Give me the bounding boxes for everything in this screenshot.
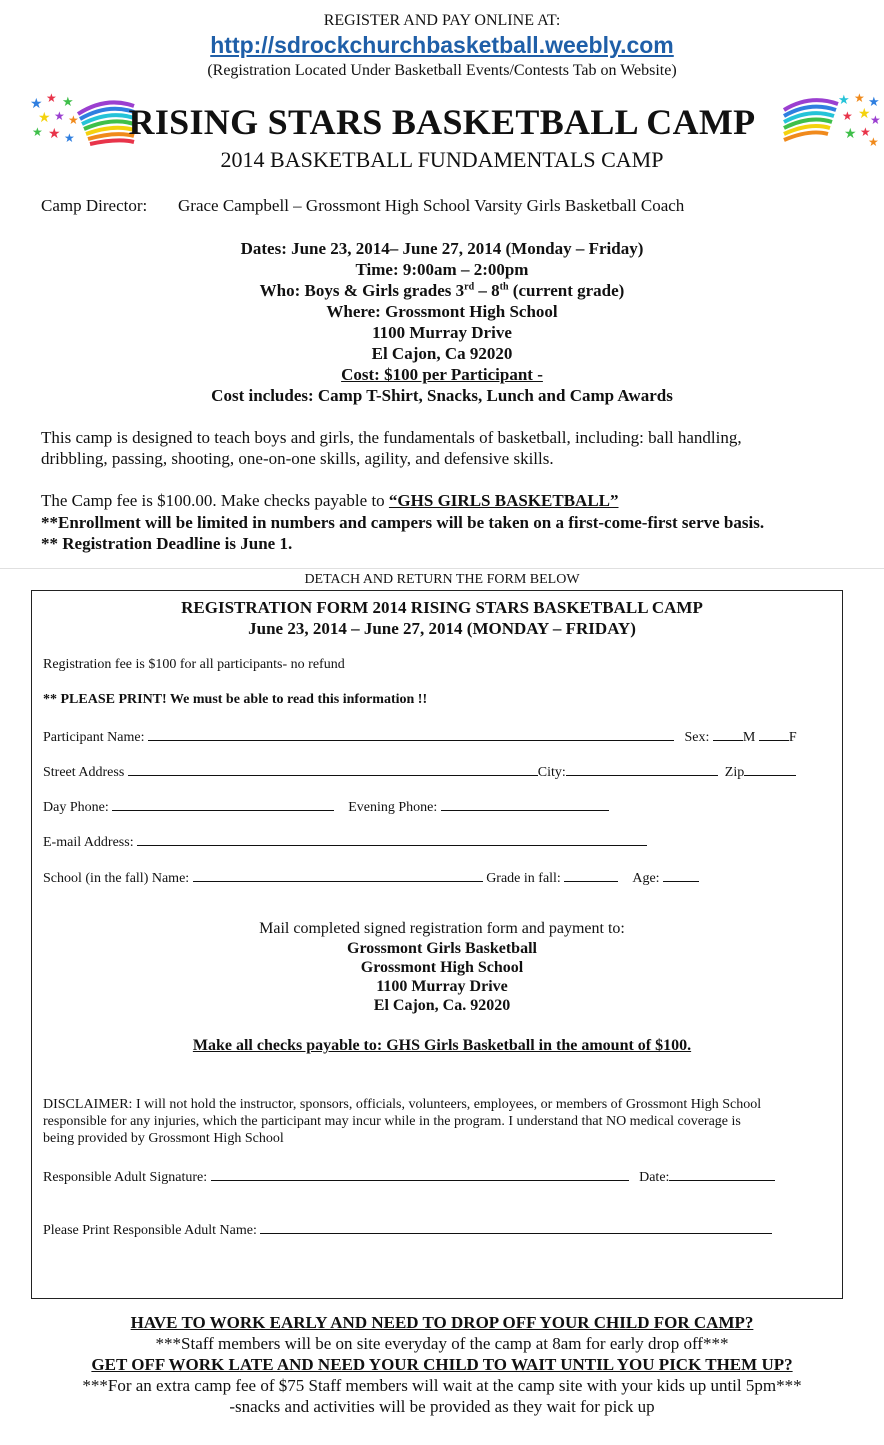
svg-text:★: ★ (868, 135, 879, 149)
svg-text:★: ★ (868, 94, 880, 109)
camp-cost: Cost: $100 per Participant - (341, 365, 543, 384)
page-subtitle: 2014 BASKETBALL FUNDAMENTALS CAMP (220, 147, 664, 172)
director-value: Grace Campbell – Grossmont High School Varsity Girls Basketball Coach (178, 196, 685, 215)
svg-text:★: ★ (860, 125, 871, 139)
participant-name-field[interactable] (148, 727, 674, 741)
mail-city: El Cajon, Ca. 92020 (373, 997, 511, 1014)
location-note: (Registration Located Under Basketball Events/Contests Tab on Website) (207, 62, 677, 79)
mail-school: Grossmont High School (360, 959, 524, 976)
svg-text:★: ★ (32, 125, 43, 139)
participant-row: Participant Name: Sex: M F (43, 727, 797, 746)
svg-text:★: ★ (858, 107, 871, 122)
form-title: REGISTRATION FORM 2014 RISING STARS BASKETBALL CAMP (181, 598, 703, 617)
sex-m-field[interactable] (713, 727, 743, 741)
svg-text:★: ★ (46, 92, 57, 105)
svg-text:★: ★ (64, 131, 75, 145)
disclaimer-line-2: responsible for any injuries, which the participant may incur while in the program. I understand that NO medical coverage is (43, 1114, 741, 1129)
website-link[interactable]: http://sdrockchurchbasketball.weebly.com (210, 32, 674, 58)
camp-time: Time: 9:00am – 2:00pm (355, 260, 529, 279)
print-name-field[interactable] (260, 1220, 772, 1234)
svg-text:★: ★ (54, 109, 65, 123)
svg-text:★: ★ (870, 113, 881, 127)
divider (0, 568, 884, 569)
camp-address-street: 1100 Murray Drive (372, 323, 512, 342)
detach-note: DETACH AND RETURN THE FORM BELOW (304, 572, 580, 587)
svg-text:★: ★ (48, 127, 61, 142)
print-name-row: Please Print Responsible Adult Name: (43, 1220, 772, 1239)
mail-name: Grossmont Girls Basketball (347, 940, 537, 957)
late-text: ***For an extra camp fee of $75 Staff members will wait at the camp site with your kids up until 5pm*** (82, 1376, 802, 1395)
email-field[interactable] (137, 832, 647, 846)
fee-line: The Camp fee is $100.00. Make checks payable to “GHS GIRLS BASKETBALL” (41, 491, 619, 510)
day-phone-field[interactable] (112, 797, 334, 811)
date-field[interactable] (669, 1167, 775, 1181)
svg-text:★: ★ (62, 94, 74, 109)
email-row: E-mail Address: (43, 832, 647, 851)
print-note: ** PLEASE PRINT! We must be able to read this information !! (43, 692, 428, 707)
payee-name: “GHS GIRLS BASKETBALL” (388, 491, 619, 510)
early-heading: HAVE TO WORK EARLY AND NEED TO DROP OFF YOUR CHILD FOR CAMP? (130, 1313, 754, 1332)
director-label: Camp Director: (41, 196, 148, 215)
grade-field[interactable] (564, 868, 618, 882)
deadline-note: ** Registration Deadline is June 1. (41, 534, 293, 553)
street-address-field[interactable] (128, 762, 538, 776)
checks-note: Make all checks payable to: GHS Girls Basketball in the amount of $100. (192, 1037, 692, 1054)
svg-text:★: ★ (68, 113, 79, 127)
camp-address-city: El Cajon, Ca 92020 (371, 344, 513, 363)
svg-text:★: ★ (30, 97, 43, 112)
phone-row: Day Phone: Evening Phone: (43, 797, 609, 816)
camp-dates: Dates: June 23, 2014– June 27, 2014 (Monday – Friday) (240, 239, 644, 258)
svg-text:★: ★ (842, 109, 853, 123)
svg-text:★: ★ (838, 92, 850, 107)
page-title: RISING STARS BASKETBALL CAMP (128, 102, 756, 142)
late-heading: GET OFF WORK LATE AND NEED YOUR CHILD TO WAIT UNTIL YOU PICK THEM UP? (91, 1355, 793, 1374)
zip-field[interactable] (744, 762, 796, 776)
sex-f-field[interactable] (759, 727, 789, 741)
description-line-2: dribbling, passing, shooting, one-on-one skills, agility, and defensive skills. (41, 449, 554, 468)
mail-street: 1100 Murray Drive (376, 978, 508, 995)
snacks-text: -snacks and activities will be provided as they wait for pick up (229, 1397, 655, 1416)
svg-text:★: ★ (844, 127, 857, 142)
signature-field[interactable] (211, 1167, 629, 1181)
camp-who: Who: Boys & Girls grades 3rd – 8th (current grade) (259, 281, 625, 300)
signature-row: Responsible Adult Signature: Date: (43, 1167, 775, 1186)
fee-note: Registration fee is $100 for all participants- no refund (43, 657, 345, 672)
cost-includes: Cost includes: Camp T-Shirt, Snacks, Lunch and Camp Awards (211, 386, 673, 405)
mail-intro: Mail completed signed registration form and payment to: (259, 920, 625, 937)
early-text: ***Staff members will be on site everyday of the camp at 8am for early drop off*** (155, 1334, 729, 1353)
school-row: School (in the fall) Name: Grade in fall: Age: (43, 868, 699, 887)
camp-where: Where: Grossmont High School (326, 302, 558, 321)
description-line-1: This camp is designed to teach boys and girls, the fundamentals of basketball, including: ball handling, (41, 428, 742, 447)
evening-phone-field[interactable] (441, 797, 609, 811)
city-field[interactable] (566, 762, 718, 776)
register-line: REGISTER AND PAY ONLINE AT: (323, 12, 561, 29)
disclaimer-line-1: DISCLAIMER: I will not hold the instructor, sponsors, officials, volunteers, employees, or members of Grossmont High School (43, 1097, 762, 1112)
age-field[interactable] (663, 868, 699, 882)
school-name-field[interactable] (193, 868, 483, 882)
form-dates: June 23, 2014 – June 27, 2014 (MONDAY – FRIDAY) (248, 619, 636, 638)
svg-text:★: ★ (854, 91, 865, 105)
address-row: Street Address City: Zip (43, 762, 796, 781)
disclaimer-line-3: being provided by Grossmont High School (43, 1131, 284, 1146)
enrollment-note: **Enrollment will be limited in numbers and campers will be taken on a first-come-first serve basis. (41, 513, 765, 532)
svg-text:★: ★ (38, 111, 51, 126)
